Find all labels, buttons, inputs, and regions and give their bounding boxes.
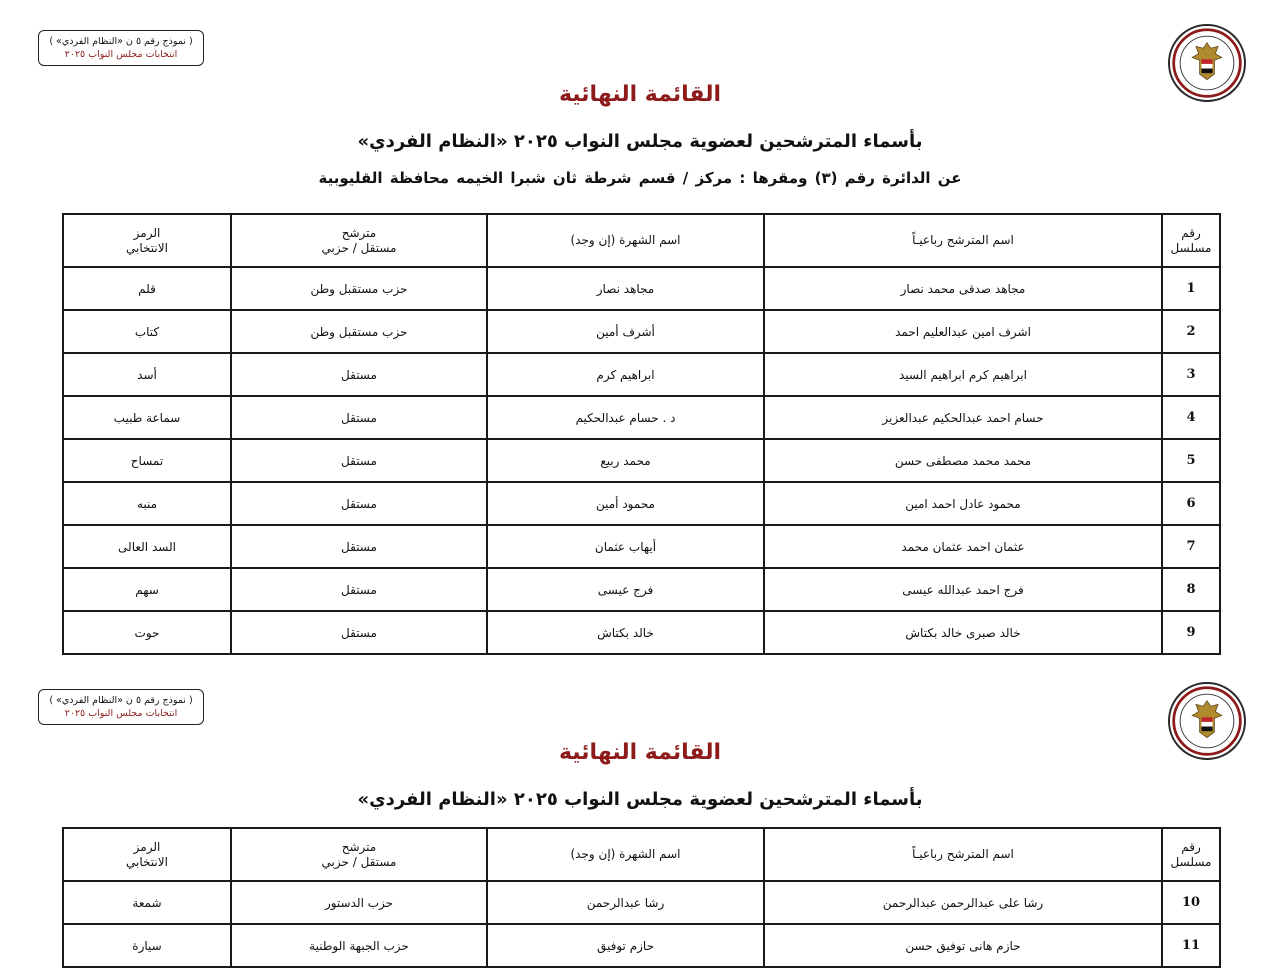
cell-candidate-name: خالد صبرى خالد بكتاش (764, 611, 1162, 654)
cell-serial: 2 (1162, 310, 1220, 353)
cell-candidate-name: رشا على عبدالرحمن عبدالرحمن (764, 881, 1162, 924)
table-header-row (63, 828, 1220, 881)
header-popular-name: اسم الشهرة (إن وجد) (487, 214, 764, 267)
header-popular-name: اسم الشهرة (إن وجد) (487, 828, 764, 881)
cell-candidate-name: اشرف امين عبدالعليم احمد (764, 310, 1162, 353)
header-candidate-type: مترشح مستقل / حزبي (231, 214, 487, 267)
cell-serial: 6 (1162, 482, 1220, 525)
table-row (63, 568, 1220, 611)
cell-serial: 3 (1162, 353, 1220, 396)
cell-popular-name: محمد ربيع (487, 439, 764, 482)
table-row (63, 353, 1220, 396)
page-subtitle: بأسماء المترشحين لعضوية مجلس النواب ٢٠٢٥ «النظام الفردي» (357, 789, 923, 810)
cell-popular-name: رشا عبدالرحمن (487, 881, 764, 924)
cell-candidate-name: عثمان احمد عثمان محمد (764, 525, 1162, 568)
cell-serial: 7 (1162, 525, 1220, 568)
cell-candidate-name: حسام احمد عبدالحكيم عبدالعزيز (764, 396, 1162, 439)
table-row (63, 267, 1220, 310)
cell-candidate-type: حزب الدستور (231, 881, 487, 924)
cell-popular-name: د . حسام عبدالحكيم (487, 396, 764, 439)
table-row (63, 396, 1220, 439)
header-candidate-type: مترشح مستقل / حزبي (231, 828, 487, 881)
cell-candidate-type: حزب مستقبل وطن (231, 267, 487, 310)
cell-serial: 1 (1162, 267, 1220, 310)
page-title: القائمة النهائية (558, 82, 722, 107)
table-row (63, 881, 1220, 924)
cell-candidate-type: حزب مستقبل وطن (231, 310, 487, 353)
cell-candidate-name: محمد محمد مصطفى حسن (764, 439, 1162, 482)
table-row (63, 310, 1220, 353)
cell-candidate-name: فرج احمد عبدالله عيسى (764, 568, 1162, 611)
cell-candidate-type: مستقل (231, 525, 487, 568)
cell-popular-name: محمود أمين (487, 482, 764, 525)
cell-electoral-symbol: قلم (63, 267, 231, 310)
header-electoral-symbol: الرمز الانتخابي (63, 214, 231, 267)
cell-candidate-type: مستقل (231, 353, 487, 396)
cell-electoral-symbol: كتاب (63, 310, 231, 353)
cell-popular-name: أشرف أمين (487, 310, 764, 353)
cell-electoral-symbol: شمعة (63, 881, 231, 924)
table-row (63, 439, 1220, 482)
results-sheet-2 (0, 660, 1280, 973)
cell-popular-name: أيهاب عثمان (487, 525, 764, 568)
header-electoral-symbol: الرمز الانتخابي (63, 828, 231, 881)
cell-electoral-symbol: سيارة (63, 924, 231, 967)
candidates-table (62, 827, 1221, 968)
cell-electoral-symbol: أسد (63, 353, 231, 396)
cell-candidate-type: مستقل (231, 568, 487, 611)
cell-candidate-type: مستقل (231, 439, 487, 482)
cell-electoral-symbol: منبه (63, 482, 231, 525)
header-candidate-name: اسم المترشح رباعيـاً (764, 828, 1162, 881)
cell-serial: 10 (1162, 881, 1220, 924)
header-serial: رقم مسلسل (1162, 828, 1220, 881)
form-number-box (38, 689, 204, 725)
cell-candidate-name: محمود عادل احمد امين (764, 482, 1162, 525)
header-serial: رقم مسلسل (1162, 214, 1220, 267)
page-title: القائمة النهائية (558, 740, 722, 765)
table-row (63, 482, 1220, 525)
cell-popular-name: فرج عيسى (487, 568, 764, 611)
cell-candidate-type: مستقل (231, 611, 487, 654)
cell-popular-name: حازم توفيق (487, 924, 764, 967)
cell-popular-name: مجاهد نصار (487, 267, 764, 310)
cell-candidate-type: مستقل (231, 482, 487, 525)
cell-serial: 4 (1162, 396, 1220, 439)
table-row (63, 924, 1220, 967)
cell-electoral-symbol: سماعة طبيب (63, 396, 231, 439)
candidates-table (62, 213, 1221, 655)
table-row (63, 525, 1220, 568)
table-row (63, 611, 1220, 654)
cell-electoral-symbol: تمساح (63, 439, 231, 482)
cell-candidate-name: حازم هانى توفيق حسن (764, 924, 1162, 967)
cell-serial: 11 (1162, 924, 1220, 967)
cell-candidate-type: مستقل (231, 396, 487, 439)
election-name-text: انتخابات مجلس النواب ٢٠٢٥ (64, 708, 178, 719)
election-name-text: انتخابات مجلس النواب ٢٠٢٥ (64, 49, 178, 60)
district-info: عن الدائرة رقم (٣) ومقرها : مركز / قسم شرطة ثان شبرا الخيمه محافظة القليوبية (318, 169, 962, 187)
form-number-box (38, 30, 204, 66)
cell-candidate-name: ابراهيم كرم ابراهيم السيد (764, 353, 1162, 396)
cell-serial: 8 (1162, 568, 1220, 611)
cell-popular-name: خالد بكتاش (487, 611, 764, 654)
cell-electoral-symbol: سهم (63, 568, 231, 611)
header-candidate-name: اسم المترشح رباعيـاً (764, 214, 1162, 267)
cell-electoral-symbol: حوت (63, 611, 231, 654)
cell-candidate-type: حزب الجبهة الوطنية (231, 924, 487, 967)
table-header-row (63, 214, 1220, 267)
cell-popular-name: ابراهيم كرم (487, 353, 764, 396)
cell-candidate-name: مجاهد صدقى محمد نصار (764, 267, 1162, 310)
page-subtitle: بأسماء المترشحين لعضوية مجلس النواب ٢٠٢٥ «النظام الفردي» (357, 131, 923, 152)
form-number-text: ( نموذج رقم ٥ ن «النظام الفردي» ) (49, 36, 193, 47)
form-number-text: ( نموذج رقم ٥ ن «النظام الفردي» ) (49, 695, 193, 706)
cell-serial: 5 (1162, 439, 1220, 482)
cell-electoral-symbol: السد العالى (63, 525, 231, 568)
cell-serial: 9 (1162, 611, 1220, 654)
